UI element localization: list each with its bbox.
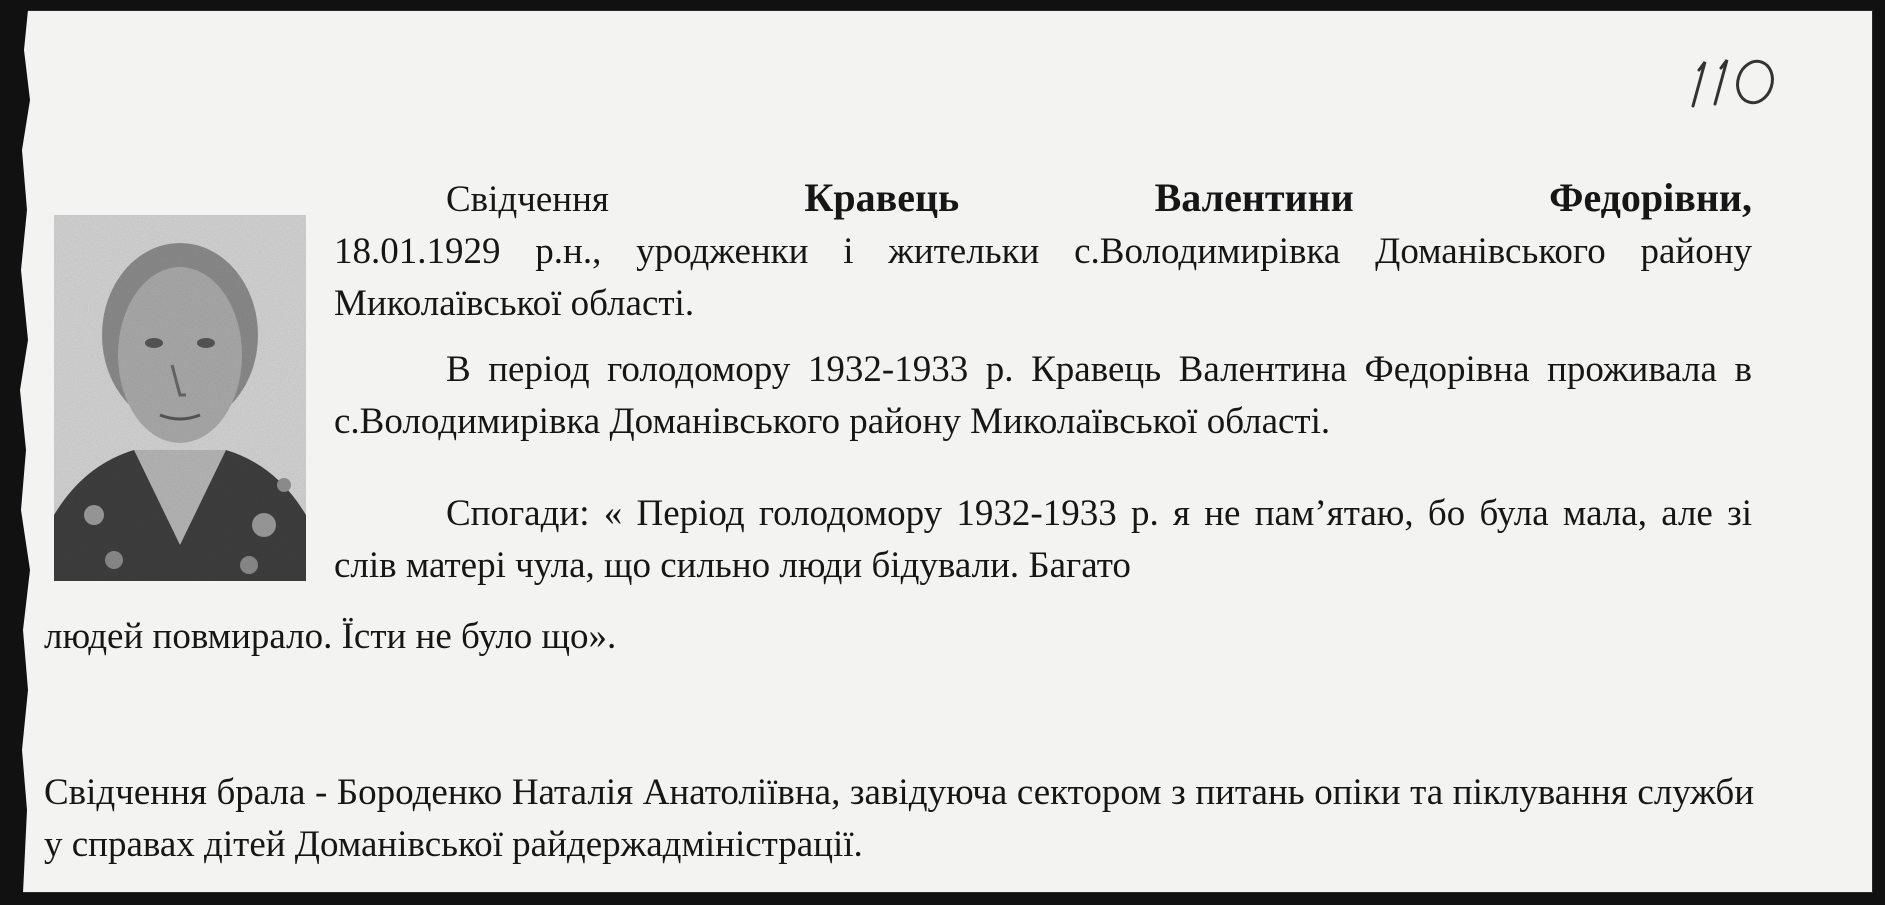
torn-left-edge: [18, 10, 44, 893]
birth-and-origin: 18.01.1929 р.н., уродженки і жительки с.Володимирівка Доманівського району Миколаївської області.: [334, 231, 1752, 324]
surname: Кравець: [804, 175, 960, 220]
residence-paragraph: [334, 344, 1752, 448]
testimony-title-line: [334, 172, 1752, 226]
memories-paragraph: [334, 488, 1752, 592]
memories-last-line: людей повмирало. Їсти не було що».: [44, 616, 617, 657]
collector-note: Свідчення брала - Бороденко Наталія Анатоліївна, завідуюча сектором з питань опіки та піклування служби у справах дітей Доманівської райдержадміністрації.: [44, 772, 1754, 865]
handwritten-page-number: [1675, 48, 1785, 118]
testimony-intro: [334, 172, 1752, 330]
patronymic: Федорівни: [1549, 175, 1742, 220]
memories-text: Спогади: « Період голодомору 1932-1933 р. я не пам’ятаю, бо була мала, але зі слів матері чула, що сильно люди бідували. Багато: [334, 493, 1752, 586]
title-comma: ,: [1741, 175, 1752, 220]
intro-word: Свідчення: [446, 179, 609, 220]
residence-text: В період голодомору 1932-1933 р. Кравець Валентина Федорівна проживала в с.Володимирівка Доманівського району Миколаївської області.: [334, 349, 1752, 442]
paper-sheet: [18, 10, 1873, 893]
first-name: Валентини: [1154, 175, 1354, 220]
portrait-photo: [54, 215, 306, 581]
